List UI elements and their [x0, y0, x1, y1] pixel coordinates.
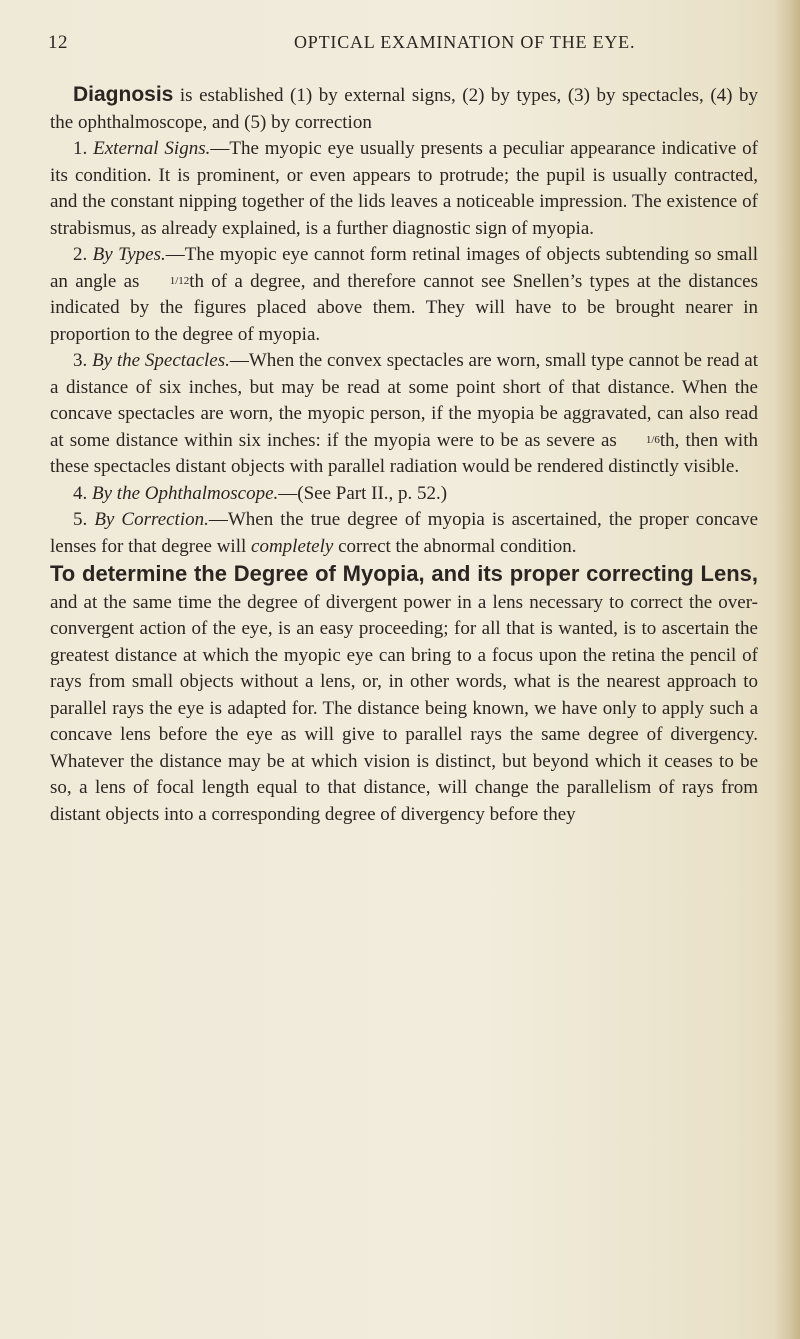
paragraph-diagnosis	[50, 82, 758, 136]
page-header	[48, 32, 748, 62]
degree-text: and at the same time the degree of divergent power in a lens necessary to correct the over-convergent action of the eye, is an easy proceeding; for all that is wanted, is to ascertain the greatest distance at which the myopic eye can bring to a focus upon the retina the pencil of rays from small objects without a lens, or, in other words, what is the nearest approach to parallel rays the eye is adapted for. The distance being known, we have only to apply such a concave lens before the eye as will give to parallel rays the same degree of divergency. Whatever the distance may be at which vision is distinct, but beyond which it ceases to be so, a lens of focal length equal to that distance, will change the parallelism of rays from distant objects into a corresponding degree of divergency before they	[50, 591, 758, 825]
item-number: 2.	[73, 244, 93, 265]
item-title: External Signs.	[93, 138, 211, 159]
fraction-one-twelfth: 1/12	[169, 274, 190, 287]
item-text: —(See Part II., p. 52.)	[278, 482, 448, 504]
item-text: —The myopic eye usually presents a peculiar appearance indicative of its condition. It is prominent, or even appears to protrude; the pupil is usually contracted, and the constant nipping together of the lids leaves a noticeable impression. The existence of strabismus, as already explained, is a further diagnostic sign of myopia.	[50, 138, 758, 239]
item-text-cont: th of a degree, and therefore cannot see Snellen’s types at the distances indicated by the figures placed above them. They will have to be brought nearer in proportion to the degree of myopia.	[50, 270, 759, 345]
item-by-types	[50, 242, 758, 348]
heading-degree-of-myopia: To determine the Degree of Myopia, and its proper correcting Lens,	[50, 561, 758, 586]
emphasis-completely: completely	[251, 535, 334, 557]
item-title: By the Spectacles.	[92, 350, 230, 371]
paragraph-degree-of-myopia	[50, 560, 758, 828]
item-by-spectacles	[50, 348, 758, 481]
fraction-one-sixth: 1/6	[645, 433, 660, 446]
item-title: By Correction.	[94, 509, 209, 530]
item-number: 4.	[73, 482, 92, 504]
heading-diagnosis: Diagnosis	[73, 83, 174, 106]
item-text: —When the convex spectacles are worn, small type cannot be read at a distance of six inches, but may be read at some point short of that distance. When the concave spectacles are worn, the myopic person, if the myopia be aggravated, can also read at some distance within six inches: if the myopia were to be as severe as	[50, 350, 759, 451]
item-number: 5.	[73, 509, 95, 530]
item-title: By Types.	[92, 244, 166, 265]
page-edge-shadow	[774, 0, 800, 1339]
item-external-signs	[50, 136, 758, 242]
item-title: By the Ophthalmoscope.	[92, 482, 279, 504]
item-number: 1.	[73, 138, 94, 159]
page-body	[50, 82, 758, 828]
item-text-cont: th, then with these spectacles distant objects with parallel radiation would be rendered distinctly visible.	[50, 429, 758, 477]
item-by-correction	[50, 507, 758, 560]
item-text: —When the true degree of myopia is ascertained, the proper concave lenses for that degree will	[50, 509, 759, 557]
diagnosis-text: is established (1) by external signs, (2) by types, (3) by spectacles, (4) by the ophthalmoscope, and (5) by correction	[50, 85, 758, 133]
running-title: OPTICAL EXAMINATION OF THE EYE.	[294, 32, 636, 52]
item-number: 3.	[73, 350, 93, 371]
item-text-cont: correct the abnormal condition.	[333, 535, 577, 557]
item-text: —The myopic eye cannot form retinal images of objects subtending so small an angle as	[50, 244, 758, 292]
page-number: 12	[48, 32, 68, 53]
item-by-ophthalmoscope	[50, 481, 758, 508]
